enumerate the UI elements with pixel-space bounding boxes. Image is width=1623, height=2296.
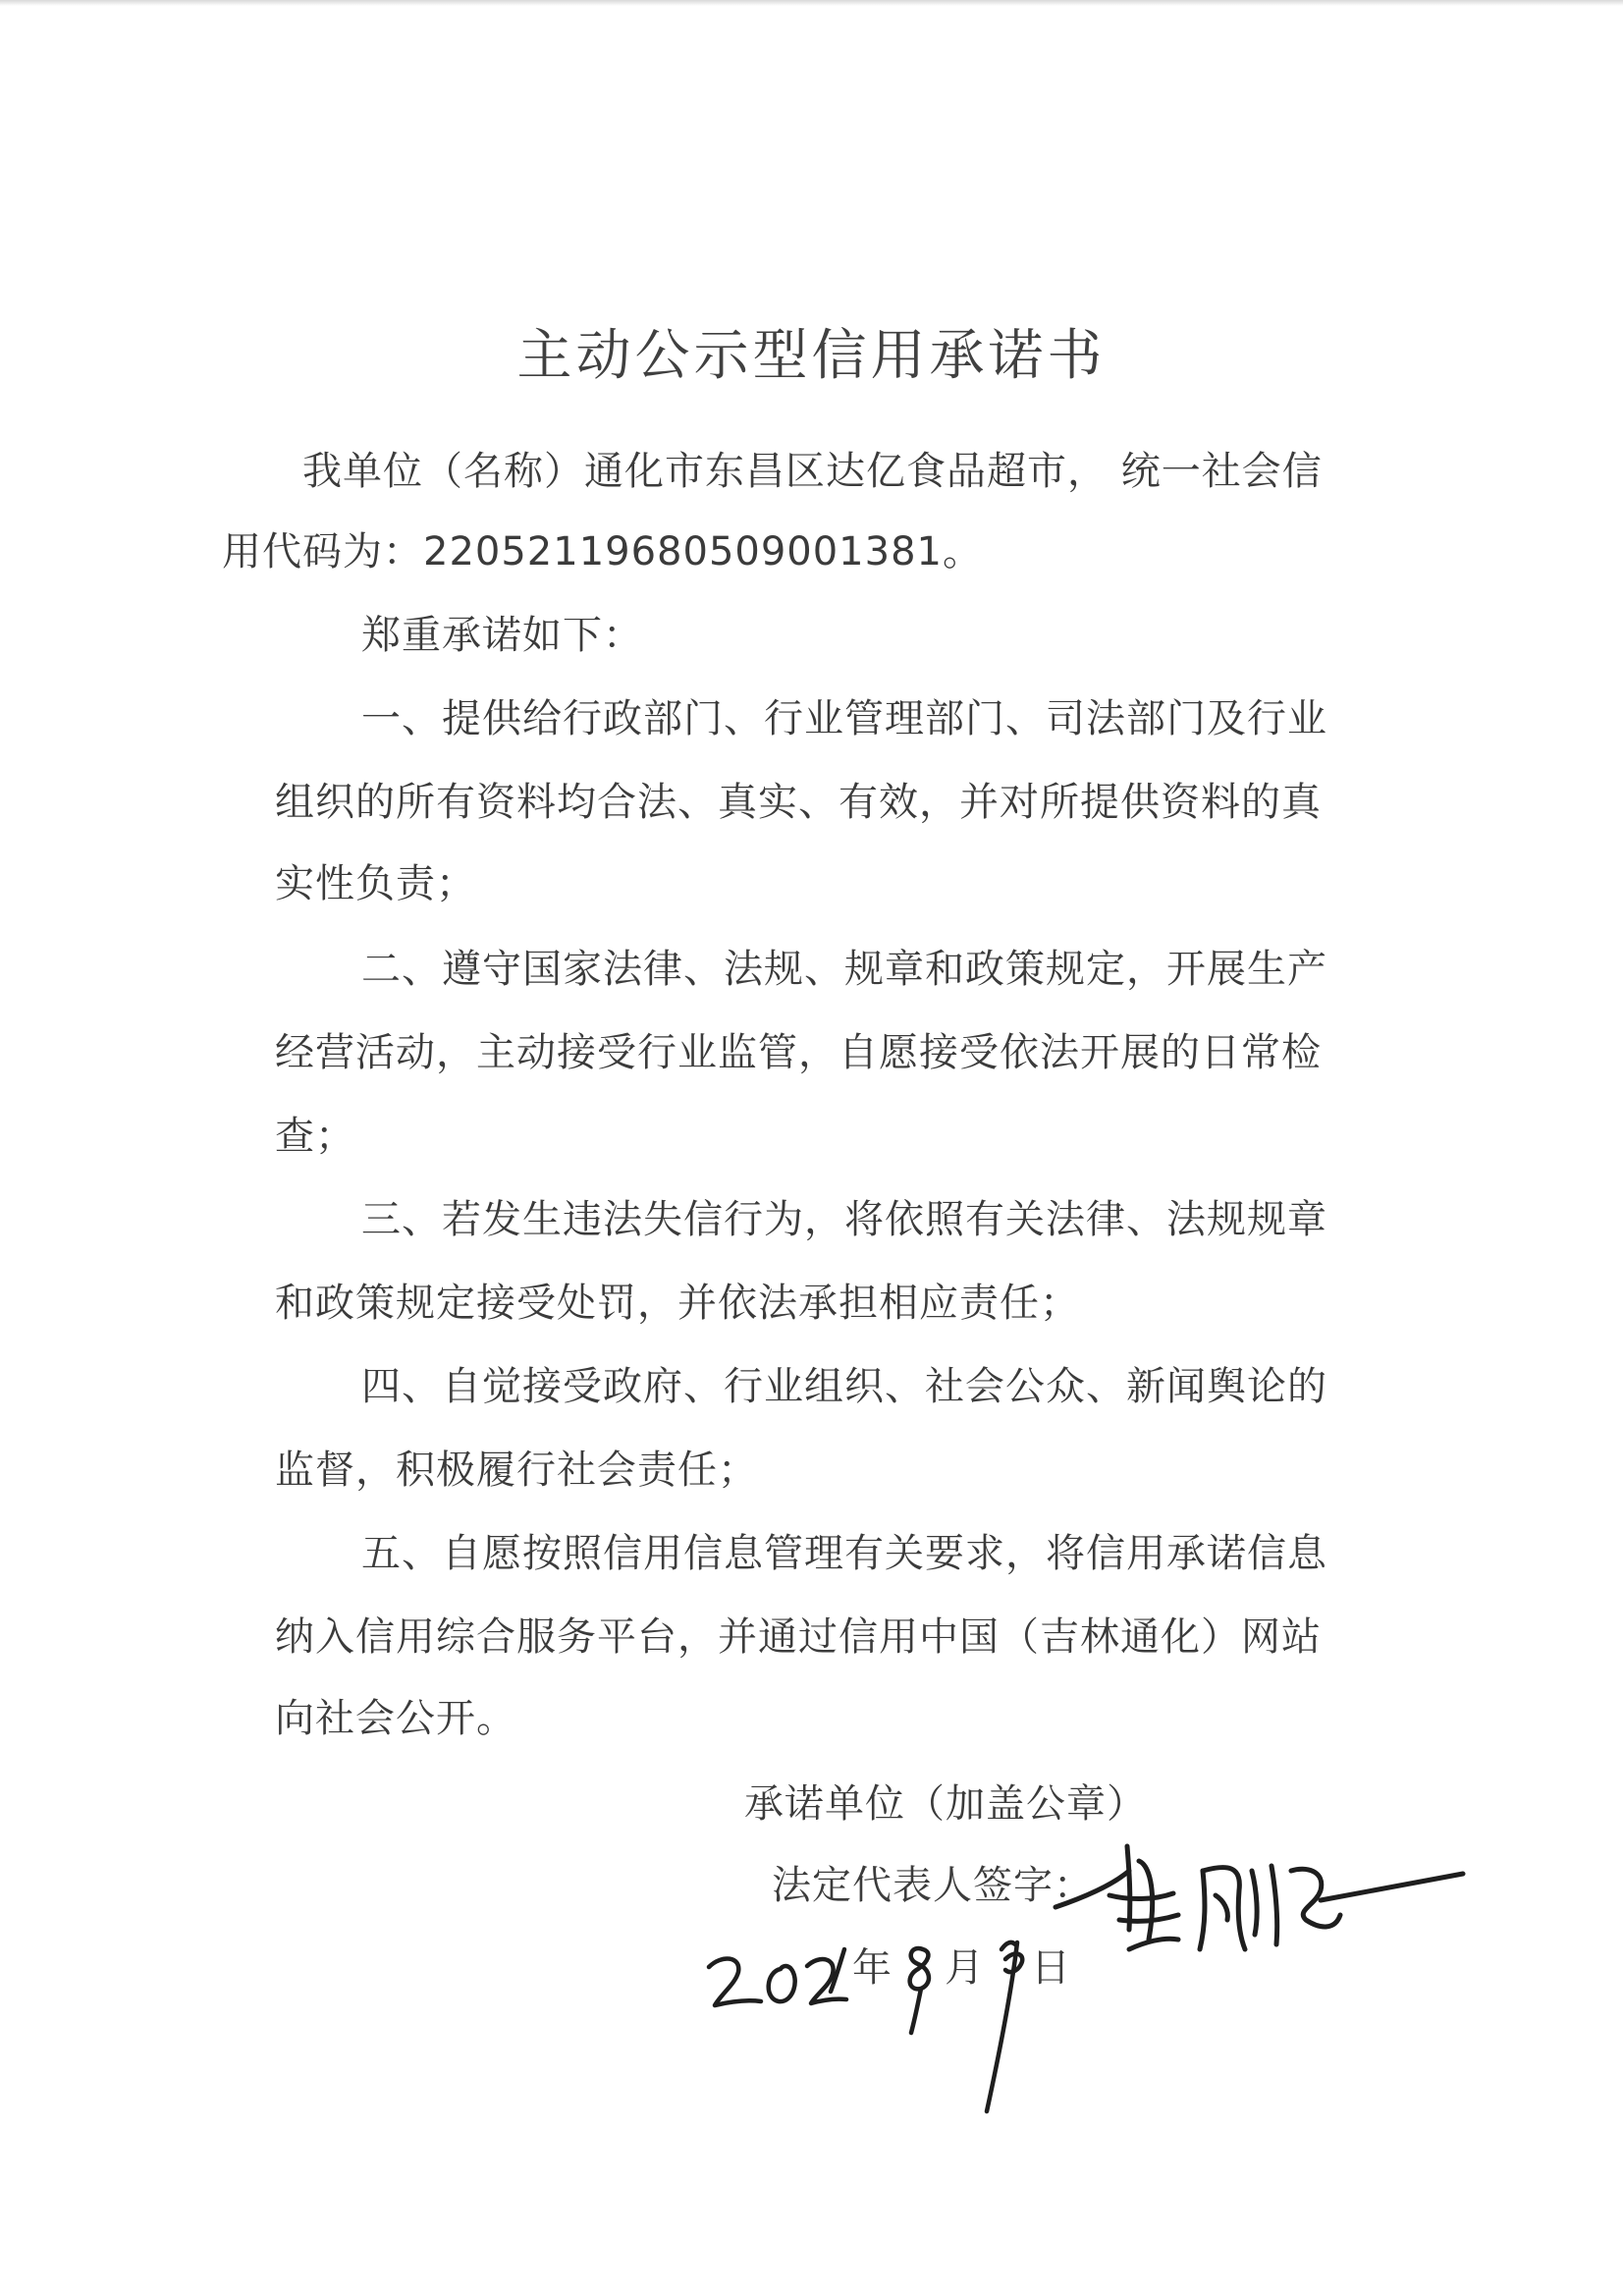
item1-line-3: 实性负责； — [275, 861, 476, 906]
date-day-label: 日 — [1031, 1945, 1070, 1991]
item1-line-2: 组织的所有资料均合法、真实、有效，并对所提供资料的真 — [275, 780, 1322, 825]
signature-handwriting — [1055, 1846, 1463, 1949]
signing-unit-label: 承诺单位（加盖公章） — [744, 1781, 1147, 1827]
item1-line-1: 一、提供给行政部门、行业管理部门、司法部门及行业 — [361, 696, 1327, 741]
item3-line-1: 三、若发生违法失信行为，将依照有关法律、法规规章 — [361, 1197, 1327, 1242]
item5-line-2: 纳入信用综合服务平台，并通过信用中国（吉林通化）网站 — [275, 1614, 1322, 1660]
scan-edge — [0, 0, 1623, 6]
item2-line-3: 查； — [275, 1114, 355, 1159]
item2-line-2: 经营活动，主动接受行业监管，自愿接受依法开展的日常检 — [275, 1030, 1322, 1075]
item5-line-3: 向社会公开。 — [275, 1696, 516, 1741]
item5-line-1: 五、自愿按照信用信息管理有关要求，将信用承诺信息 — [361, 1531, 1327, 1576]
item3-line-2: 和政策规定接受处罚，并依法承担相应责任； — [275, 1281, 1080, 1326]
intro-line-2: 用代码为：22052119680509001381。 — [222, 529, 983, 574]
item4-line-2: 监督，积极履行社会责任； — [275, 1448, 758, 1493]
legal-rep-label: 法定代表人签字： — [772, 1863, 1094, 1908]
item2-line-1: 二、遵守国家法律、法规、规章和政策规定，开展生产 — [361, 947, 1327, 992]
pledge-heading: 郑重承诺如下： — [361, 613, 643, 658]
date-year-label: 年 — [852, 1945, 892, 1991]
intro-line-1: 我单位（名称）通化市东昌区达亿食品超市， 统一社会信 — [302, 449, 1323, 494]
date-month-label: 月 — [945, 1945, 984, 1991]
document-title: 主动公示型信用承诺书 — [516, 324, 1107, 388]
item4-line-1: 四、自觉接受政府、行业组织、社会公众、新闻舆论的 — [361, 1364, 1327, 1409]
